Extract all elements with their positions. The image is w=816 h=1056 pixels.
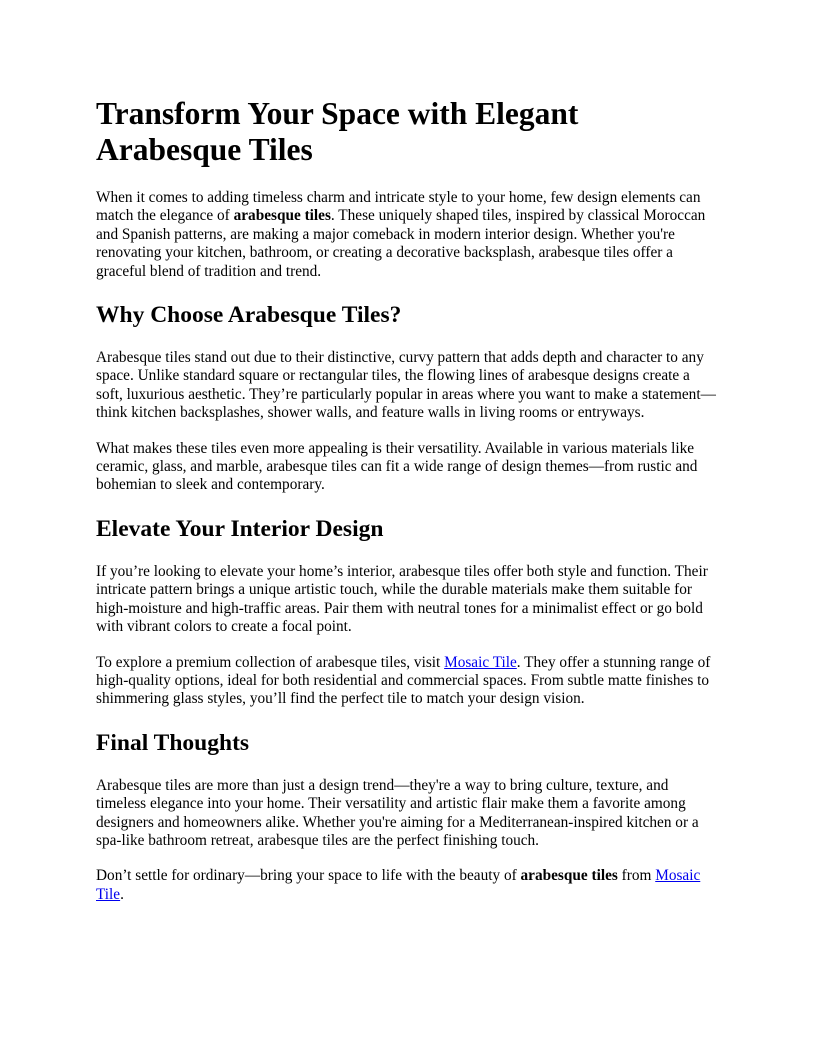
elevate-paragraph-1: If you’re looking to elevate your home’s interior, arabesque tiles offer both style and function. Their intricate pattern brings a unique artistic touch, while the durable materials make them suitable for high-moisture and high-traffic areas. Pair them with neutral tones for a minimalist effect or go bold with vibrant colors to create a focal point.: [96, 562, 708, 636]
elevate-text-after: . They offer a stunning range of high-quality options, ideal for both residential and commercial spaces. From subtle matte finishes to shimmering glass styles, you’ll find the perfect tile to match your design vision.: [96, 653, 711, 708]
elevate-paragraph-2: [96, 654, 720, 709]
heading-final-thoughts: Final Thoughts: [96, 729, 250, 756]
page-title: Transform Your Space with Elegant Arabesque Tiles: [96, 96, 579, 167]
final-text-after: .: [120, 885, 124, 903]
final-text-mid: from: [617, 867, 656, 885]
final-keyword: arabesque tiles: [520, 867, 618, 885]
final-text-before: Don’t settle for ordinary—bring your space to life with the beauty of: [96, 867, 521, 885]
document-page: [96, 96, 720, 921]
intro-text-after: . These uniquely shaped tiles, inspired by classical Moroccan and Spanish patterns, are making a major comeback in modern interior design. Whether you're renovating your kitchen, bathroom, or creating a decorative backsplash, arabesque tiles offer a graceful blend of tradition and trend.: [96, 207, 706, 280]
intro-text-before: When it comes to adding timeless charm and intricate style to your home, few design elements can match the elegance of: [96, 189, 701, 225]
why-paragraph-2: What makes these tiles even more appealing is their versatility. Available in various materials like ceramic, glass, and marble, arabesque tiles can fit a wide range of design themes—from rustic and bohemian to sleek and contemporary.: [96, 439, 698, 494]
heading-why-choose: Why Choose Arabesque Tiles?: [96, 302, 402, 329]
mosaic-tile-link[interactable]: Mosaic Tile: [444, 653, 517, 671]
intro-paragraph: [96, 189, 720, 281]
heading-elevate: Elevate Your Interior Design: [96, 515, 384, 542]
final-paragraph-2: [96, 867, 720, 904]
elevate-text-before: To explore a premium collection of arabesque tiles, visit: [96, 653, 445, 671]
intro-keyword: arabesque tiles: [233, 207, 331, 225]
why-paragraph-1: Arabesque tiles stand out due to their distinctive, curvy pattern that adds depth and character to any space. Unlike standard square or rectangular tiles, the flowing lines of arabesque designs create a soft, luxurious aesthetic. They’re particularly popular in areas where you want to make a statement—think kitchen backsplashes, shower walls, and feature walls in living rooms or entryways.: [96, 349, 716, 422]
final-paragraph-1: Arabesque tiles are more than just a design trend—they're a way to bring culture, texture, and timeless elegance into your home. Their versatility and artistic flair make them a favorite among designers and homeowners alike. Whether you're aiming for a Mediterranean-inspired kitchen or a spa-like bathroom retreat, arabesque tiles are the perfect finishing touch.: [96, 776, 699, 849]
mosaic-tile-link-footer[interactable]: Mosaic Tile: [96, 867, 701, 903]
